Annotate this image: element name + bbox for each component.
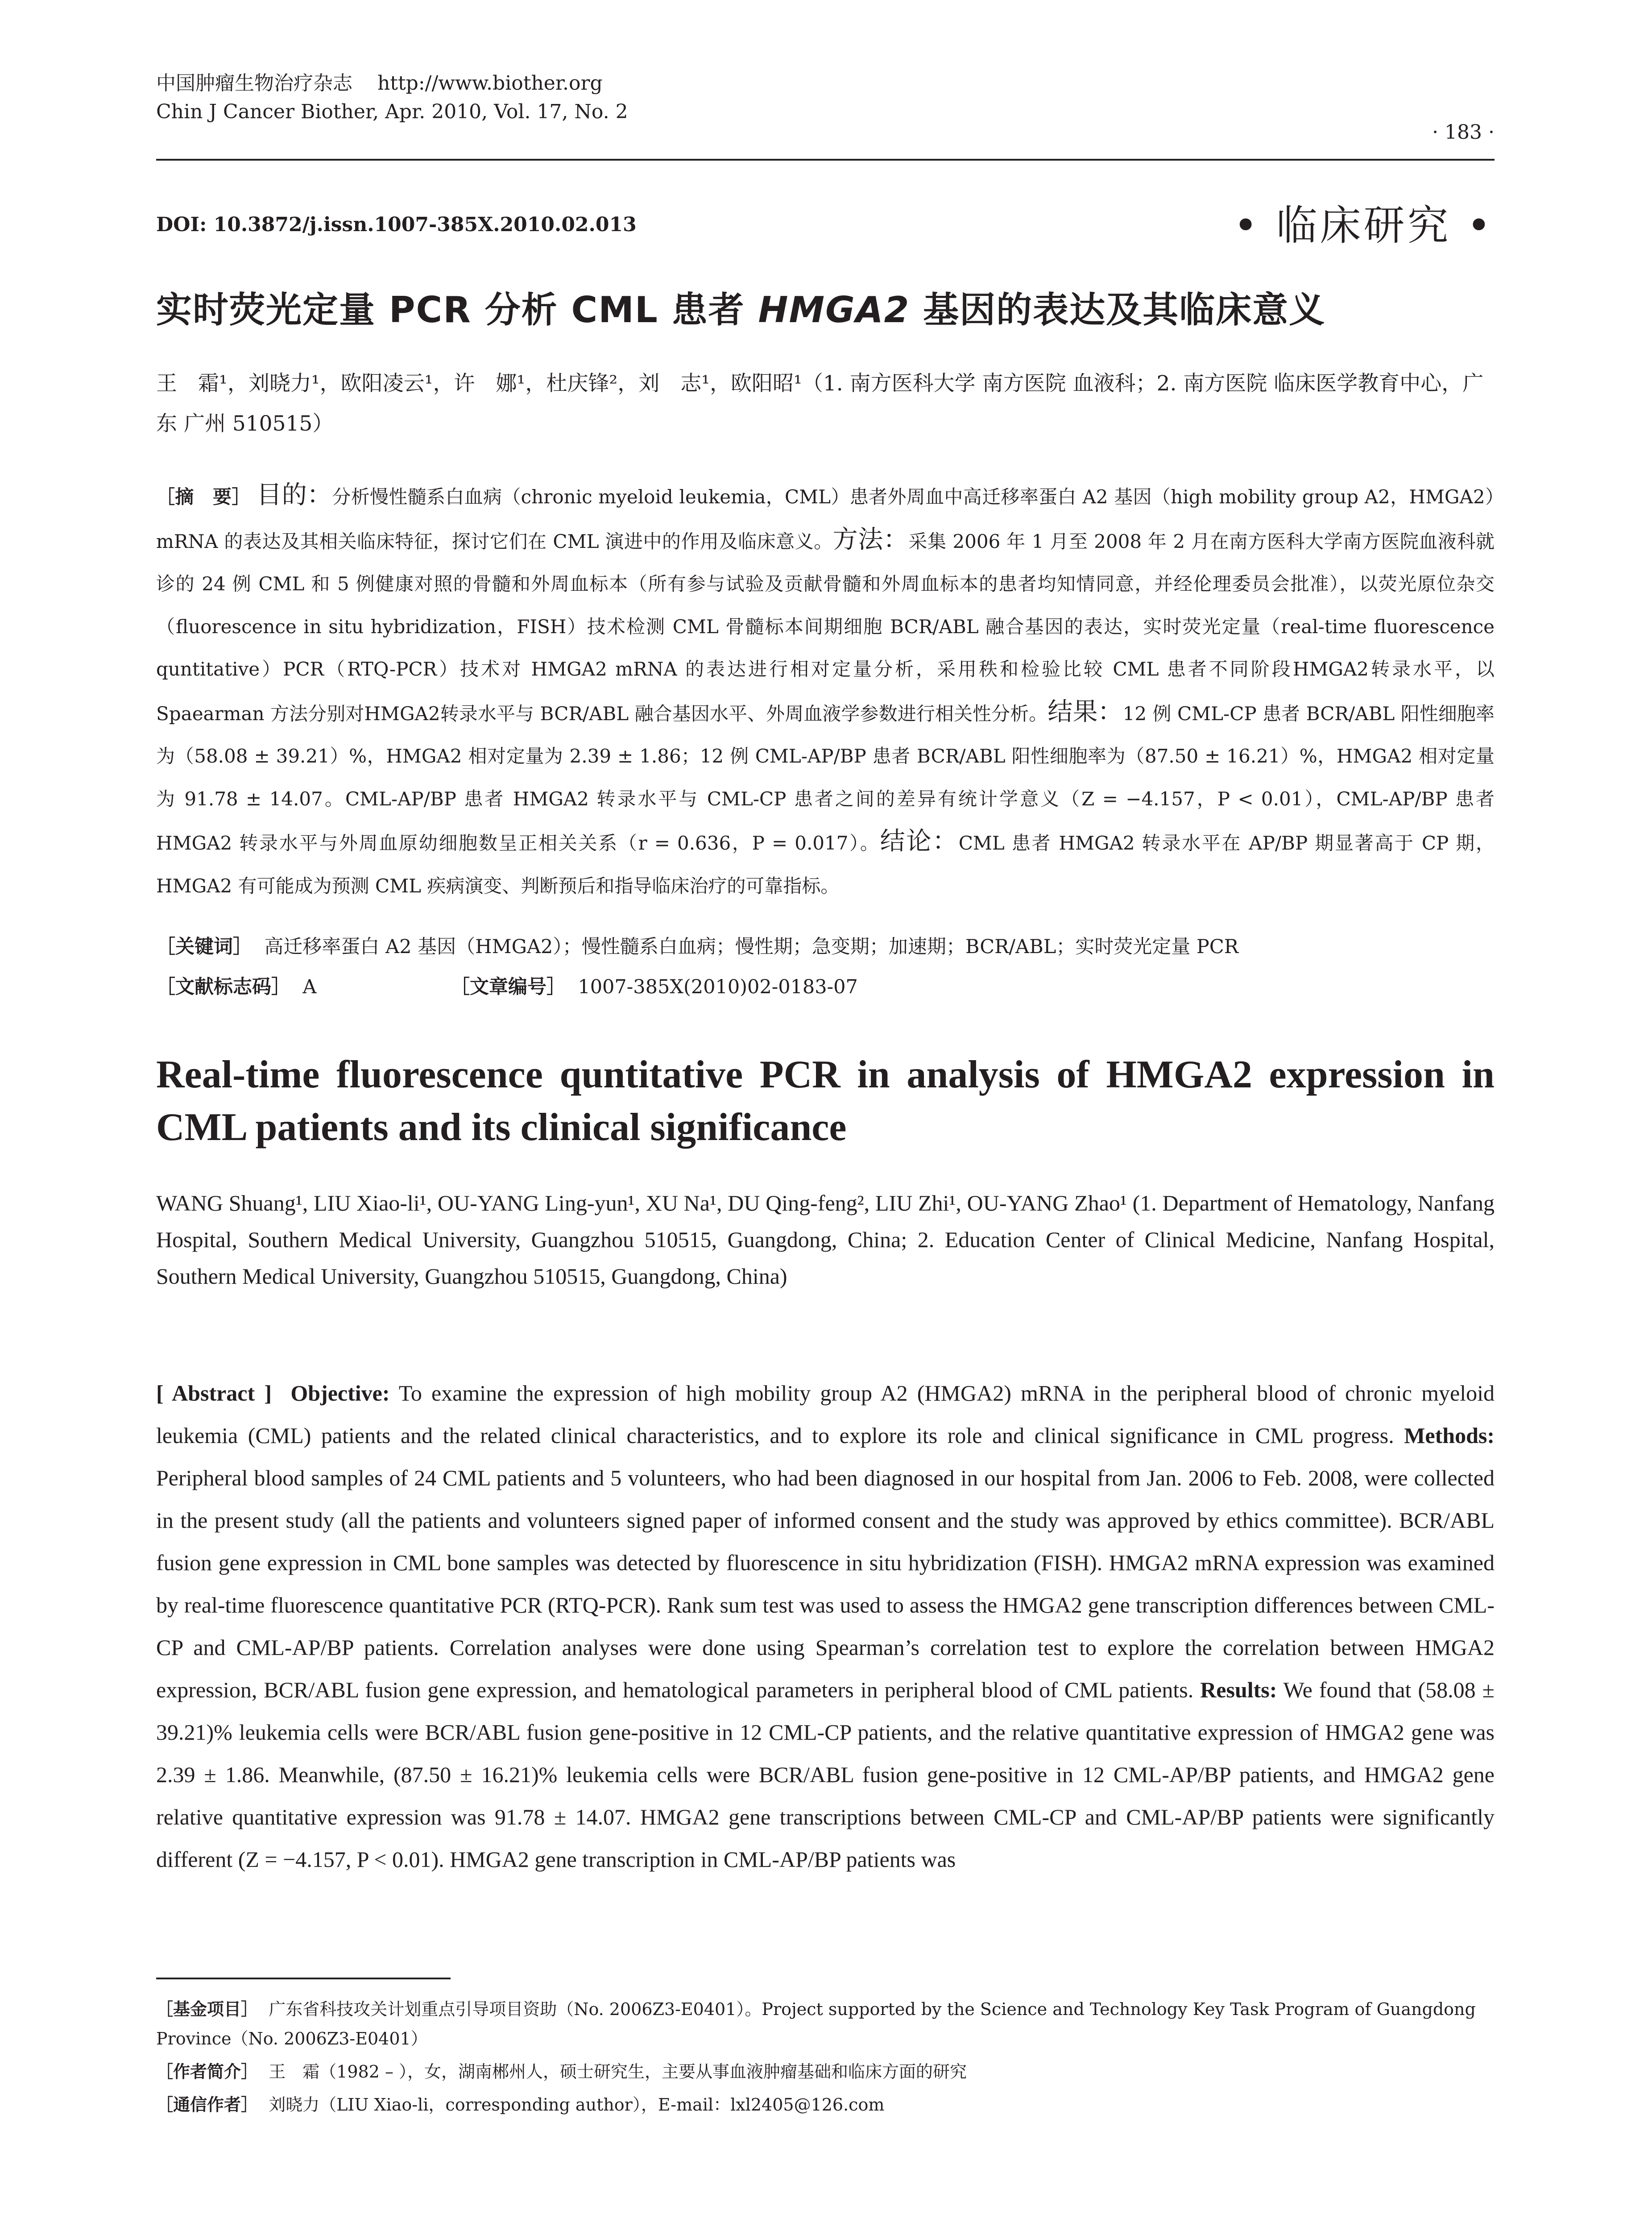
document-code: ［文献标志码］ A: [156, 976, 317, 998]
abstract-en-results: We found that (58.08 ± 39.21)% leukemia cells were BCR/ABL fusion gene-positive in 12 CML-CP patients, and the relative quantitative expression of HMGA2 gene was 2.39 ± 1.86. Meanwhile, (87.50 ± 16.21)% leukemia cells were BCR/ABL fusion gene-positive in 12 CML-AP/BP patients, and HMGA2 gene relative quantitative expression was 91.78 ± 14.07. HMGA2 gene transcriptions between CML-CP and CML-AP/BP patients were significantly different (Z = −4.157, P < 0.01). HMGA2 gene transcription in CML-AP/BP patients was: [156, 1677, 1495, 1872]
abstract-cn: ［摘 要］ 目的：分析慢性髓系白血病（chronic myeloid leukemia，CML）患者外周血中高迁移率蛋白 A2 基因（high mobility group A2，HMGA2）mRNA 的表达及其相关临床特征，探讨它们在 CML 演进中的作用及临床意义。方法：采集 2006 年 1 月至 2008 年 2 月在南方医科大学南方医院血液科就诊的 24 例 CML 和 5 例健康对照的骨髓和外周血标本（所有参与试验及贡献骨髓和外周血标本的患者均知情同意，并经伦理委员会批准），以荧光原位杂交（fluorescence in situ hybridization，FISH）技术检测 CML 骨髓标本间期细胞 BCR/ABL 融合基因的表达，实时荧光定量（real-time fluorescence quntitative）PCR（RTQ-PCR）技术对 HMGA2 mRNA 的表达进行相对定量分析，采用秩和检验比较 CML 患者不同阶段HMGA2转录水平，以 Spaearman 方法分别对HMGA2转录水平与 BCR/ABL 融合基因水平、外周血液学参数进行相关性分析。结果：12 例 CML-CP 患者 BCR/ABL 阳性细胞率为（58.08 ± 39.21）%，HMGA2 相对定量为 2.39 ± 1.86；12 例 CML-AP/BP 患者 BCR/ABL 阳性细胞率为（87.50 ± 16.21）%，HMGA2 相对定量为 91.78 ± 14.07。CML-AP/BP 患者 HMGA2 转录水平与 CML-CP 患者之间的差异有统计学意义（Z = −4.157，P < 0.01），CML-AP/BP 患者 HMGA2 转录水平与外周血原幼细胞数呈正相关关系（r = 0.636，P = 0.017）。结论：CML 患者 HMGA2 转录水平在 AP/BP 期显著高于 CP 期，HMGA2 有可能成为预测 CML 疾病演变、判断预后和指导临床治疗的可靠指标。: [156, 481, 1495, 897]
article-title-cn: 实时荧光定量 PCR 分析 CML 患者 HMGA2 基因的表达及其临床意义: [156, 289, 1326, 331]
footnote-corresponding: ［通信作者］ 刘晓力（LIU Xiao-li，corresponding author），E-mail：lxl2405@126.com: [156, 2095, 885, 2115]
abstract-cn-label: ［摘 要］: [156, 486, 251, 508]
abstract-en: [ Abstract ] Objective: To examine the expression of high mobility group A2 (HMGA2) mRNA in the peripheral blood of chronic myeloid leukemia (CML) patients and the related clinical characteristics, and to explore its role and clinical significance in CML progress. Methods: Peripheral blood samples of 24 CML patients and 5 volunteers, who had been diagnosed in our hospital from Jan. 2006 to Feb. 2008, were collected in the present study (all the patients and volunteers signed paper of informed consent and the study was approved by ethics committee). BCR/ABL fusion gene expression in CML bone samples was detected by fluorescence in situ hybridization (FISH). HMGA2 mRNA expression was examined by real-time fluorescence quantitative PCR (RTQ-PCR). Rank sum test was used to assess the HMGA2 gene transcription differences between CML-CP and CML-AP/BP patients. Correlation analyses were done using Spearman’s correlation test to explore the correlation between HMGA2 expression, BCR/ABL fusion gene expression, and hematological parameters in peripheral blood of CML patients. Results: We found that (58.08 ± 39.21)% leukemia cells were BCR/ABL fusion gene-positive in 12 CML-CP patients, and the relative quantitative expression of HMGA2 gene was 2.39 ± 1.86. Meanwhile, (87.50 ± 16.21)% leukemia cells were BCR/ABL fusion gene-positive in 12 CML-AP/BP patients, and HMGA2 gene relative quantitative expression was 91.78 ± 14.07. HMGA2 gene transcriptions between CML-CP and CML-AP/BP patients were significantly different (Z = −4.157, P < 0.01). HMGA2 gene transcription in CML-AP/BP patients was: [156, 1381, 1495, 1872]
abstract-cn-methods: 采集 2006 年 1 月至 2008 年 2 月在南方医科大学南方医院血液科就诊的 24 例 CML 和 5 例健康对照的骨髓和外周血标本（所有参与试验及贡献骨髓和外周血标本的患者均知情同意，并经伦理委员会批准），以荧光原位杂交（fluorescence in situ hybridization，FISH）技术检测 CML 骨髓标本间期细胞 BCR/ABL 融合基因的表达，实时荧光定量（real-time fluorescence quntitative）PCR（RTQ-PCR）技术对 HMGA2 mRNA 的表达进行相对定量分析，采用秩和检验比较 CML 患者不同阶段HMGA2转录水平，以 Spaearman 方法分别对HMGA2转录水平与 BCR/ABL 融合基因水平、外周血液学参数进行相关性分析。: [156, 530, 1495, 725]
doi[interactable]: DOI: 10.3872/j.issn.1007-385X.2010.02.013: [156, 213, 637, 236]
footnote-fund: ［基金项目］ 广东省科技攻关计划重点引导项目资助（No. 2006Z3-E0401）。Project supported by the Science and Technology Key Task Program of Guangdong Province（No. 2006Z3-E0401）: [156, 1999, 1476, 2049]
journal-url[interactable]: http://www.biother.org: [377, 72, 603, 95]
abstract-en-objective: To examine the expression of high mobility group A2 (HMGA2) mRNA in the peripheral blood of chronic myeloid leukemia (CML) patients and the related clinical characteristics, and to explore its role and clinical significance in CML progress.: [156, 1381, 1495, 1448]
abstract-cn-conclusion: CML 患者 HMGA2 转录水平在 AP/BP 期显著高于 CP 期，HMGA2 有可能成为预测 CML 疾病演变、判断预后和指导临床治疗的可靠指标。: [156, 832, 1495, 897]
abstract-en-methods: Peripheral blood samples of 24 CML patients and 5 volunteers, who had been diagnosed in our hospital from Jan. 2006 to Feb. 2008, were collected in the present study (all the patients and volunteers signed paper of informed consent and the study was approved by ethics committee). BCR/ABL fusion gene expression in CML bone samples was detected by fluorescence in situ hybridization (FISH). HMGA2 mRNA expression was examined by real-time fluorescence quantitative PCR (RTQ-PCR). Rank sum test was used to assess the HMGA2 gene transcription differences between CML-CP and CML-AP/BP patients. Correlation analyses were done using Spearman’s correlation test to explore the correlation between HMGA2 expression, BCR/ABL fusion gene expression, and hematological parameters in peripheral blood of CML patients.: [156, 1465, 1495, 1702]
footnotes: [156, 1995, 1495, 2119]
journal-name-cn: 中国肿瘤生物治疗杂志: [156, 72, 352, 95]
article-title-en: Real-time fluorescence quntitative PCR in analysis of HMGA2 expression in CML patients and its clinical significance: [156, 1053, 1495, 1149]
header-rule: [156, 159, 1495, 161]
keywords-label: ［关键词］: [156, 936, 252, 958]
running-header: [156, 70, 628, 125]
footnote-rule: [156, 1978, 451, 1979]
authors-cn: 王 霜¹，刘晓力¹，欧阳凌云¹，许 娜¹，杜庆锋²，刘 志¹，欧阳昭¹（1. 南方医科大学 南方医院 血液科；2. 南方医院 临床医学教育中心，广东 广州 510515）: [156, 371, 1484, 436]
journal-name-en: Chin J Cancer Biother, Apr. 2010, Vol. 17, No. 2: [156, 100, 628, 123]
abstract-cn-results: 12 例 CML-CP 患者 BCR/ABL 阳性细胞率为（58.08 ± 39.21）%，HMGA2 相对定量为 2.39 ± 1.86；12 例 CML-AP/BP 患者 BCR/ABL 阳性细胞率为（87.50 ± 16.21）%，HMGA2 相对定量为 91.78 ± 14.07。CML-AP/BP 患者 HMGA2 转录水平与 CML-CP 患者之间的差异有统计学意义（Z = −4.157，P < 0.01），CML-AP/BP 患者 HMGA2 转录水平与外周血原幼细胞数呈正相关关系（r = 0.636，P = 0.017）。: [156, 702, 1495, 854]
abstract-en-label: [ Abstract ]: [156, 1381, 272, 1406]
journal-name-cn-line: [156, 70, 628, 96]
article-number: ［文章编号］ 1007-385X(2010)02-0183-07: [451, 976, 858, 998]
keywords: [156, 932, 1495, 959]
page-number: · 183 ·: [1432, 121, 1495, 144]
keywords-text: 高迁移率蛋白 A2 基因（HMGA2）；慢性髓系白血病；慢性期；急变期；加速期；BCR/ABL；实时荧光定量 PCR: [264, 936, 1239, 958]
abstract-cn-objective: 分析慢性髓系白血病（chronic myeloid leukemia，CML）患者外周血中高迁移率蛋白 A2 基因（high mobility group A2，HMGA2）mRNA 的表达及其相关临床特征，探讨它们在 CML 演进中的作用及临床意义。: [156, 486, 1495, 552]
authors-en: WANG Shuang¹, LIU Xiao-li¹, OU-YANG Ling-yun¹, XU Na¹, DU Qing-feng², LIU Zhi¹, OU-YANG Zhao¹ (1. Department of Hematology, Nanfang Hospital, Southern Medical University, Guangzhou 510515, Guangdong, China; 2. Education Center of Clinical Medicine, Nanfang Hospital, Southern Medical University, Guangzhou 510515, Guangdong, China): [156, 1190, 1495, 1289]
footnote-author-bio: ［作者简介］ 王 霜（1982 – ），女，湖南郴州人，硕士研究生，主要从事血液肿瘤基础和临床方面的研究: [156, 2062, 967, 2082]
column-tag: • 临床研究 •: [1233, 202, 1494, 249]
